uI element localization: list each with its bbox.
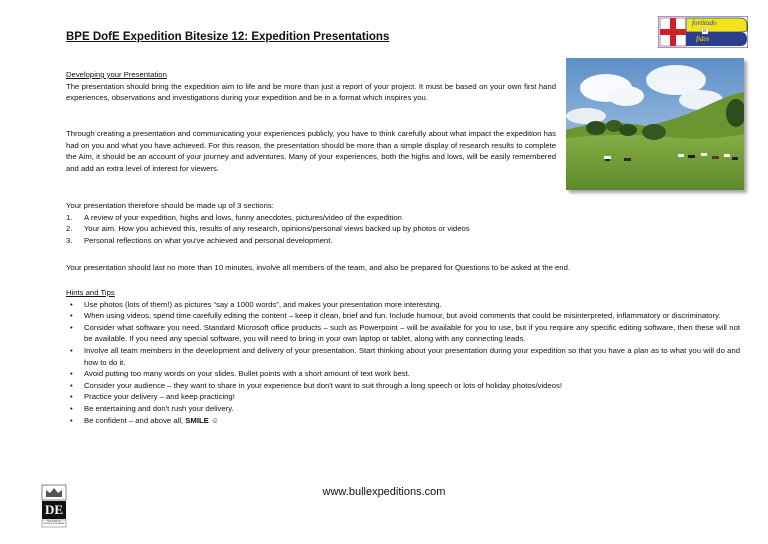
expedition-logo — [658, 16, 748, 48]
sections-block — [66, 200, 740, 246]
list-item: • Consider your audience – they want to share in your experience but don't want to suit through a long speech or lots of holiday photos/videos! — [66, 380, 740, 392]
list-item: 3. Personal reflections on what you've achieved and personal development. — [66, 235, 333, 245]
dofe-logo-text: DE — [45, 502, 64, 517]
bullet-icon: • — [70, 380, 73, 390]
bullet-icon: • — [70, 311, 73, 321]
expedition-photo — [566, 58, 744, 190]
hints-list — [66, 299, 740, 427]
list-item: • Avoid putting too many words on your slides. Bullet points with a short amount of text work best. — [66, 368, 740, 380]
section-heading-developing: Developing your Presentation — [66, 70, 167, 79]
page-title: BPE DofE Expedition Bitesize 12: Expedition Presentations — [66, 31, 390, 43]
list-item: • Consider what software you need. Standard Microsoft office products – such as Powerpoint – will be available for you to use, but if you require any specific editing software, then these will not be available. If you need any special software, you will need to bring in your own laptop or tablet, along with any connecting leads. — [66, 322, 740, 345]
logo-text-top: fortitudo — [692, 19, 717, 27]
logo-text-bot: fides — [696, 35, 710, 43]
impact-paragraph: Through creating a presentation and communicating your experiences publicly, you have to think carefully about what impact the expedition has had on you and what you have achieved. For this reason, the presentation should be more than a simple display of research results to complete the Aim, it should be an account of your journey and adventures. Many of your experiences, both the highs and lows, will be easily remembered and add an extra level of interest for viewers. — [66, 129, 556, 173]
bullet-icon: • — [70, 403, 73, 413]
bullet-icon: • — [70, 369, 73, 379]
logo-text-mid: et — [703, 29, 707, 34]
footer-url: www.bullexpeditions.com — [322, 486, 446, 498]
list-item: 2. Your aim. How you achieved this, results of any research, opinions/personal views backed up by photos or videos — [66, 224, 470, 234]
bullet-icon: • — [70, 322, 73, 332]
sections-intro: Your presentation therefore should be made up of 3 sections: — [66, 201, 274, 210]
list-item: • Involve all team members in the development and delivery of your presentation. Start thinking about your presentation during your expedition so that you have a plan as to what you will do and how to do it. — [66, 345, 740, 368]
smile-text: SMILE — [185, 415, 209, 425]
duration-paragraph: Your presentation should last no more than 10 minutes, involve all members of the team, and also be prepared for Questions to be asked at the end. — [66, 263, 570, 272]
section-hints — [66, 287, 740, 426]
list-item: • Be confident – and above all, SMILE ☺ — [66, 415, 740, 427]
bullet-icon: • — [70, 345, 73, 355]
intro-paragraph: The presentation should bring the expedition aim to life and be more than just a report of your project. It must be based on your own first hand experiences, observations and investigations during your expedition and be in a format which inspires you. — [66, 81, 556, 103]
dofe-logo-subtext: THE DUKE OF EDINBURGH'S AWARD — [43, 520, 65, 525]
section-developing — [66, 69, 556, 104]
section-heading-hints: Hints and Tips — [66, 288, 115, 297]
list-item: 1. A review of your expedition, highs and lows, funny anecdotes, pictures/video of the expedition — [66, 212, 402, 222]
sections-list — [66, 212, 740, 247]
bullet-icon: • — [70, 415, 73, 425]
smiley-icon: ☺ — [210, 415, 219, 425]
bullet-icon: • — [70, 299, 73, 309]
landscape-cows-image — [566, 58, 744, 190]
list-item: • Use photos (lots of them!) as pictures “say a 1000 words”, and makes your presentation more interesting. — [66, 299, 740, 311]
list-item: • Be entertaining and don't rush your delivery. — [66, 403, 740, 415]
list-item: • Practice your delivery – and keep practicing! — [66, 391, 740, 403]
list-item: • When using videos, spend time carefully editing the content – keep it clean, brief and fun. Include humour, but avoid comments that could be misinterpreted, inflammatory or discriminatory. — [66, 310, 740, 322]
bullet-icon: • — [70, 392, 73, 402]
